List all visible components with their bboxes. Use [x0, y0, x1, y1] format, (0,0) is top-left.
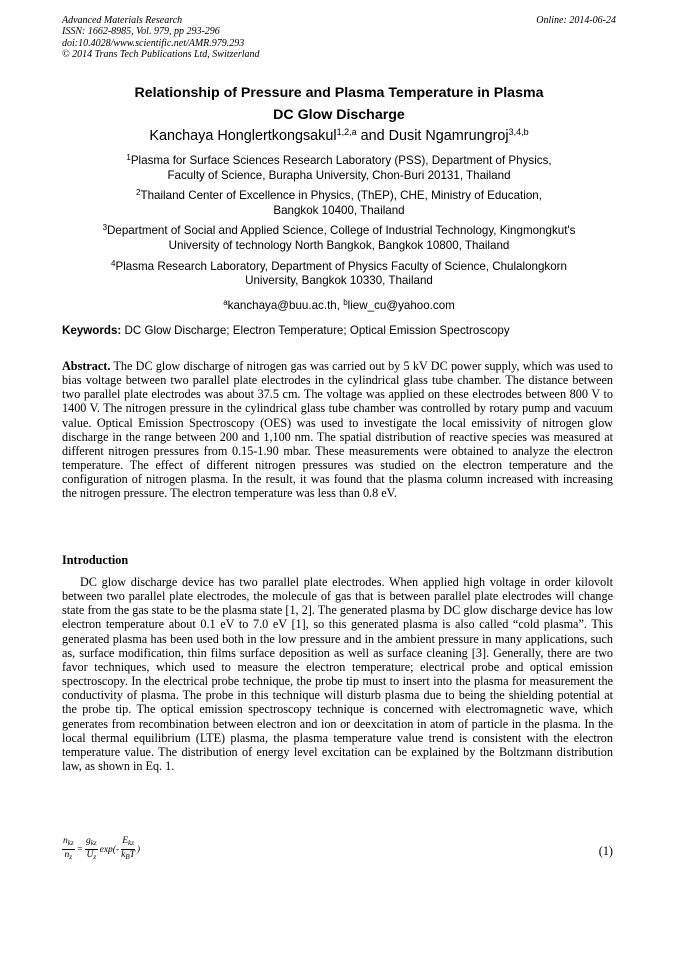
eq-kt-denominator — [121, 850, 135, 863]
author-2: Dusit Ngamrungroj — [388, 128, 509, 144]
affiliation-3-mark: 3 — [102, 223, 108, 233]
abstract-text: The DC glow discharge of nitrogen gas was carried out by 5 kV DC power supply, which was used to bias voltage between two parallel plate electrodes in the cylindrical glass tube chamber. The distance between two parallel plate electrodes was about 37.5 cm. The voltage was applied on these electrodes between 800 V to 1400 V. The nitrogen pressure in the cylindrical glass tube chamber was controlled by rotary pump and vacuum value. Optical Emission Spectroscopy (OES) was used to investigate the local emissivity of nitrogen glow discharge in the range between 200 and 1,100 nm. The spatial distribution of reactive species was measured at different nitrogen pressures from 0.15-1.90 mbar. These measurements were obtained to analyze the electron temperature. The effect of different nitrogen pressures was studied on the electron temperature and the configuration of nitrogen plasma. In the result, it was found that the plasma column increased with increasing the nitrogen pressure. The electron temperature was less than 0.8 eV. — [62, 359, 614, 501]
eq-u: U — [86, 850, 94, 860]
eq-n-kz-sub: kz — [67, 839, 74, 847]
affiliation-2-line-2: Bangkok 10400, Thailand — [273, 203, 405, 217]
author-1: Kanchaya Honglertkongsakul — [149, 128, 337, 144]
journal-issn: ISSN: 1662-8985, Vol. 979, pp 293-296 — [62, 26, 220, 38]
introduction-paragraph: DC glow discharge device has two parallel plate electrodes. When applied high voltage in order kilovolt between two parallel plate electrodes, the molecule of gas that is between parallel plate electrodes will change state from the gas state to be the plasma state [1, 2]. The generated plasma by DC glow discharge device has low electron temperature about 0.1 eV to 7.0 eV [1], so this generated plasma is also called “cold plasma”. This generated plasma has been used both in the low pressure and in the ambient pressure in many applications, such as, surface modification, thin films surface deposition as well as surface cleaning [3]. Generally, there are two favor techniques, which used to measure the electron temperature; electrical probe and optical emission spectroscopy. In the electrical probe technique, the probe tip must to insert into the plasma for measurement the conductivity of plasma. The probe in this technique will disturb plasma due to being the shielding potential at the probe tip. The optical emission spectroscopy technique is concerned with electromagnetic wave, which generates from recombination between electron and ion or deexcitation in atom of particle in the plasma. In the local thermal equilibrium (LTE) plasma, the plasma temperature value trend is consistent with the electron temperature value. The distribution of energy level excitation can be explained by the Boltzmann distribution law, as shown in Eq. 1. — [62, 575, 613, 774]
email-b[interactable]: liew_cu@yahoo.com — [347, 299, 455, 312]
affiliation-1-line-2: Faculty of Science, Burapha University, Chon-Buri 20131, Thailand — [167, 168, 511, 182]
affiliation-4-mark: 4 — [111, 258, 116, 268]
eq-k: k — [121, 850, 126, 860]
equation-1 — [62, 836, 613, 866]
eq-u-sub: z — [93, 853, 97, 861]
eq-g-fraction — [85, 836, 98, 863]
eq-n-z-sub: z — [69, 853, 73, 861]
affiliation-3-line-2: University of technology North Bangkok, Bangkok 10800, Thailand — [168, 238, 510, 252]
eq-e-sub: kz — [128, 839, 134, 847]
equation-number: (1) — [598, 844, 613, 858]
email-a[interactable]: kanchaya@buu.ac.th, — [227, 299, 340, 312]
abstract — [62, 359, 613, 501]
affiliation-2 — [62, 189, 616, 218]
affiliation-3-line-1: Department of Social and Applied Science, College of Industrial Technology, Kingmongkut's — [107, 224, 576, 238]
eq-k-sub: B — [125, 853, 130, 861]
eq-exp: exp(- — [99, 844, 120, 855]
eq-lhs-fraction — [62, 836, 75, 863]
journal-doi[interactable]: doi:10.4028/www.scientific.net/AMR.979.293 — [62, 37, 245, 49]
eq-n-kz: n — [63, 836, 68, 846]
eq-g-sub: kz — [90, 839, 97, 847]
author-2-affil: 3,4,b — [508, 127, 529, 137]
affiliation-2-line-1: Thailand Center of Excellence in Physics, (ThEP), CHE, Ministry of Education, — [140, 189, 542, 203]
author-emails — [62, 298, 616, 313]
email-a-mark: a — [223, 298, 228, 307]
affiliation-4 — [62, 260, 616, 289]
eq-lhs-numerator — [62, 836, 75, 850]
paper-title — [62, 82, 616, 126]
title-line-2: DC Glow Discharge — [273, 107, 405, 123]
affiliations — [62, 154, 616, 295]
abstract-label: Abstract. — [62, 359, 111, 373]
affiliation-3 — [62, 224, 616, 253]
journal-header — [62, 15, 616, 61]
keywords-text: DC Glow Discharge; Electron Temperature; Optical Emission Spectroscopy — [124, 324, 510, 337]
journal-copyright: © 2014 Trans Tech Publications Ltd, Switzerland — [62, 49, 260, 61]
eq-e-fraction — [121, 836, 135, 863]
affiliation-4-line-2: University, Bangkok 10330, Thailand — [245, 274, 433, 288]
eq-g: g — [86, 836, 91, 846]
eq-t: T — [129, 850, 135, 860]
keywords-label: Keywords: — [62, 324, 122, 337]
journal-name: Advanced Materials Research — [62, 15, 183, 26]
eq-e: E — [122, 836, 128, 846]
online-date: Online: 2014-06-24 — [536, 15, 616, 26]
eq-equals: = — [76, 844, 84, 855]
affiliation-1 — [62, 154, 616, 183]
title-line-1: Relationship of Pressure and Plasma Temperature in Plasma — [134, 85, 544, 101]
affiliation-4-line-1: Plasma Research Laboratory, Department of Physics Faculty of Science, Chulalongkorn — [115, 259, 567, 273]
affiliation-1-line-1: Plasma for Surface Sciences Research Laboratory (PSS), Department of Physics, — [130, 154, 552, 167]
eq-u-denominator — [85, 850, 98, 863]
introduction-heading: Introduction — [62, 553, 129, 567]
eq-close-paren: ) — [136, 844, 141, 855]
eq-n-z: n — [64, 850, 70, 860]
eq-e-numerator — [121, 836, 135, 850]
affiliation-1-mark: 1 — [126, 153, 131, 162]
author-1-affil: 1,2,a — [336, 127, 357, 137]
author-list — [62, 126, 616, 146]
author-and: and — [360, 128, 385, 144]
eq-g-numerator — [85, 836, 98, 850]
equation-expression — [62, 836, 142, 863]
affiliation-2-mark: 2 — [136, 188, 141, 198]
eq-lhs-denominator — [62, 850, 75, 863]
keywords — [62, 323, 616, 338]
email-b-mark: b — [343, 298, 348, 307]
